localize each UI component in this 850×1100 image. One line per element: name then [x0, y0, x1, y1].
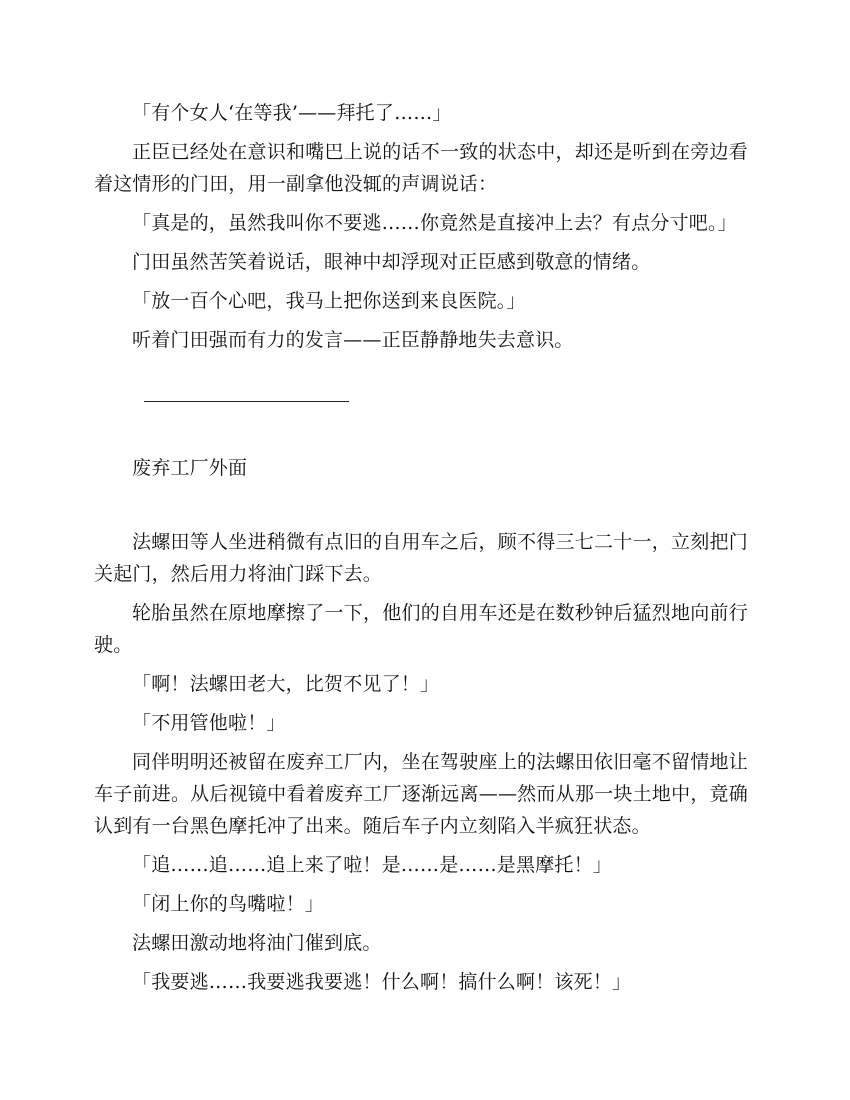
- paragraph: 「放一百个心吧，我马上把你送到来良医院。」: [132, 290, 526, 312]
- paragraph: 「闭上你的鸟嘴啦！」: [132, 893, 325, 915]
- paragraph: 正臣已经处在意识和嘴巴上说的话不一致的状态中，却还是听到在旁边看着这情形的门田，用一副拿他没辄的声调说话：: [94, 141, 748, 195]
- paragraph: 同伴明明还被留在废弃工厂内，坐在驾驶座上的法螺田依旧毫不留情地让车子前进。从后视镜中看着废弃工厂逐渐远离——然而从那一块土地中，竟确认到有一台黑色摩托冲了出来。随后车子内立刻陷入半疯狂状态。: [94, 751, 748, 837]
- scene-heading: 废弃工厂外面: [132, 457, 248, 479]
- paragraph: 「啊！法螺田老大，比贺不见了！」: [132, 673, 440, 695]
- paragraph: 法螺田激动地将油门催到底。: [132, 932, 382, 954]
- paragraph: 「有个女人‘在等我’——拜托了……」: [132, 102, 452, 124]
- paragraph: 门田虽然苦笑着说话，眼神中却浮现对正臣感到敬意的情绪。: [132, 251, 651, 273]
- paragraph: 听着门田强而有力的发言——正臣静静地失去意识。: [132, 329, 574, 351]
- paragraph: 轮胎虽然在原地摩擦了一下，他们的自用车还是在数秒钟后猛烈地向前行驶。: [94, 602, 748, 656]
- paragraph: 「不用管他啦！」: [132, 712, 286, 734]
- paragraph: 「追……追……追上来了啦！是……是……是黑摩托！」: [132, 854, 613, 876]
- paragraph: 法螺田等人坐进稍微有点旧的自用车之后，顾不得三七二十一，立刻把门关起门，然后用力将油门踩下去。: [94, 531, 748, 585]
- document-page: [94, 97, 748, 998]
- paragraph: 「真是的，虽然我叫你不要逃……你竟然是直接冲上去？有点分寸吧。」: [132, 212, 737, 234]
- paragraph: 「我要逃……我要逃我要逃！什么啊！搞什么啊！该死！」: [132, 971, 632, 993]
